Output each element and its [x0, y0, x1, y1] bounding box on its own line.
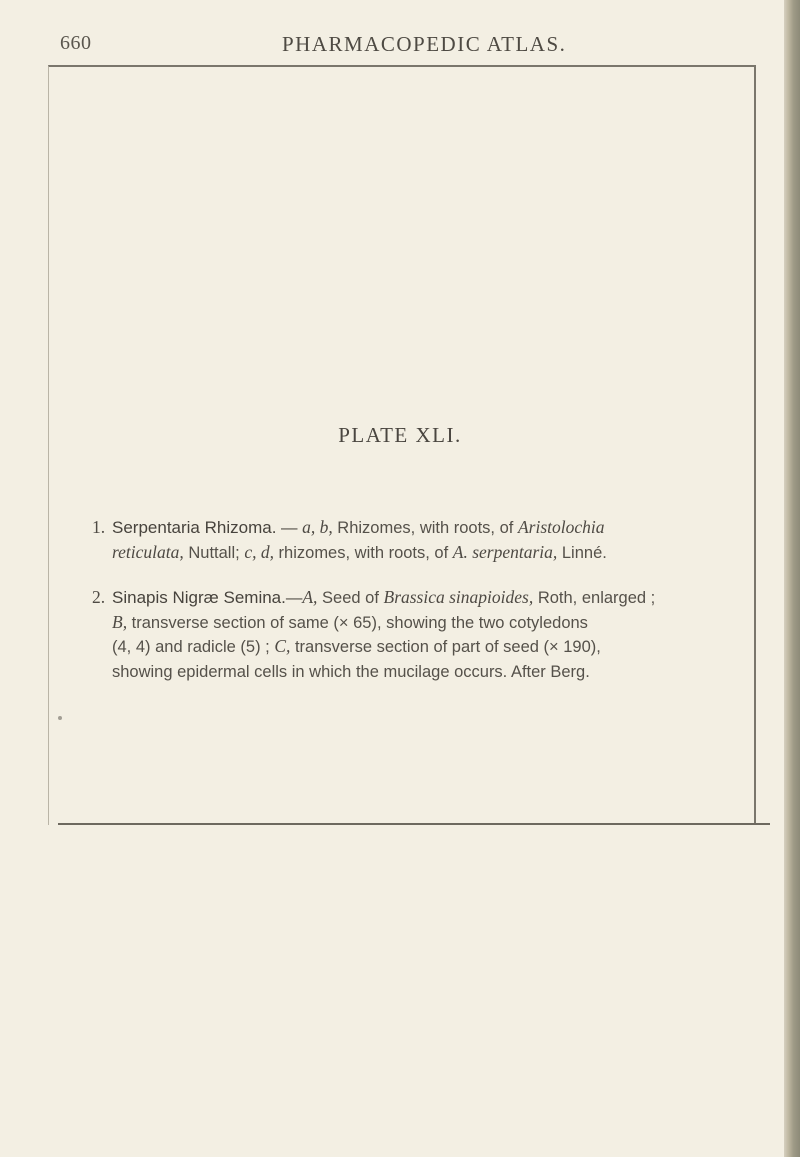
plate-frame-bottom-rule: [58, 823, 770, 825]
entry-text: rhizomes, with roots, of: [273, 543, 453, 562]
figure-letters: a, b,: [302, 517, 333, 537]
figure-letters: A,: [302, 587, 318, 607]
entry-text: transverse section of part of seed (× 190),: [290, 638, 601, 656]
page-header: [0, 30, 780, 60]
entry-text: Linné.: [557, 543, 607, 562]
species-name: Brassica sinapioides,: [383, 587, 534, 607]
plate-title: PLATE XLI.: [338, 423, 462, 447]
species-name: A. serpentaria,: [452, 541, 558, 562]
species-name: Aristolochia: [517, 517, 605, 537]
figure-letters: B,: [112, 611, 128, 632]
entry-text: Roth, enlarged ;: [533, 589, 656, 607]
paper-speck: [58, 716, 62, 720]
entry-line: [112, 586, 752, 611]
entry-text: Seed of: [317, 589, 384, 607]
page-number: 660: [60, 32, 92, 54]
figure-letters: C,: [274, 636, 291, 656]
entry-text: Rhizomes, with roots, of: [332, 519, 518, 537]
entry-line: [112, 611, 752, 636]
entry-line: [112, 541, 752, 566]
entry-text: (4, 4) and radicle (5) ;: [112, 638, 275, 656]
binding-edge: [784, 0, 800, 1157]
plate-entry-2: [92, 586, 752, 684]
entry-line: [112, 516, 752, 541]
drug-name: Sinapis Nigræ Semina.: [112, 588, 286, 607]
drug-name: Serpentaria Rhizoma.: [112, 518, 277, 537]
entry-line: [112, 635, 752, 660]
entry-text: showing epidermal cells in which the mucilage occurs. After Berg.: [112, 662, 590, 681]
entry-text: transverse section of same (× 65), showing the two cotyledons: [127, 613, 588, 632]
entry-number: 2.: [92, 587, 106, 607]
running-title: PHARMACOPEDIC ATLAS.: [282, 32, 567, 56]
entry-text: Nuttall;: [183, 543, 245, 562]
entry-text: —: [285, 589, 303, 607]
plate-entry-1: [92, 516, 752, 565]
entry-number: 1.: [92, 517, 106, 537]
species-name: reticulata,: [112, 541, 184, 562]
entry-line: [112, 660, 752, 685]
figure-letters: c, d,: [244, 541, 274, 562]
entry-text: —: [276, 519, 303, 537]
